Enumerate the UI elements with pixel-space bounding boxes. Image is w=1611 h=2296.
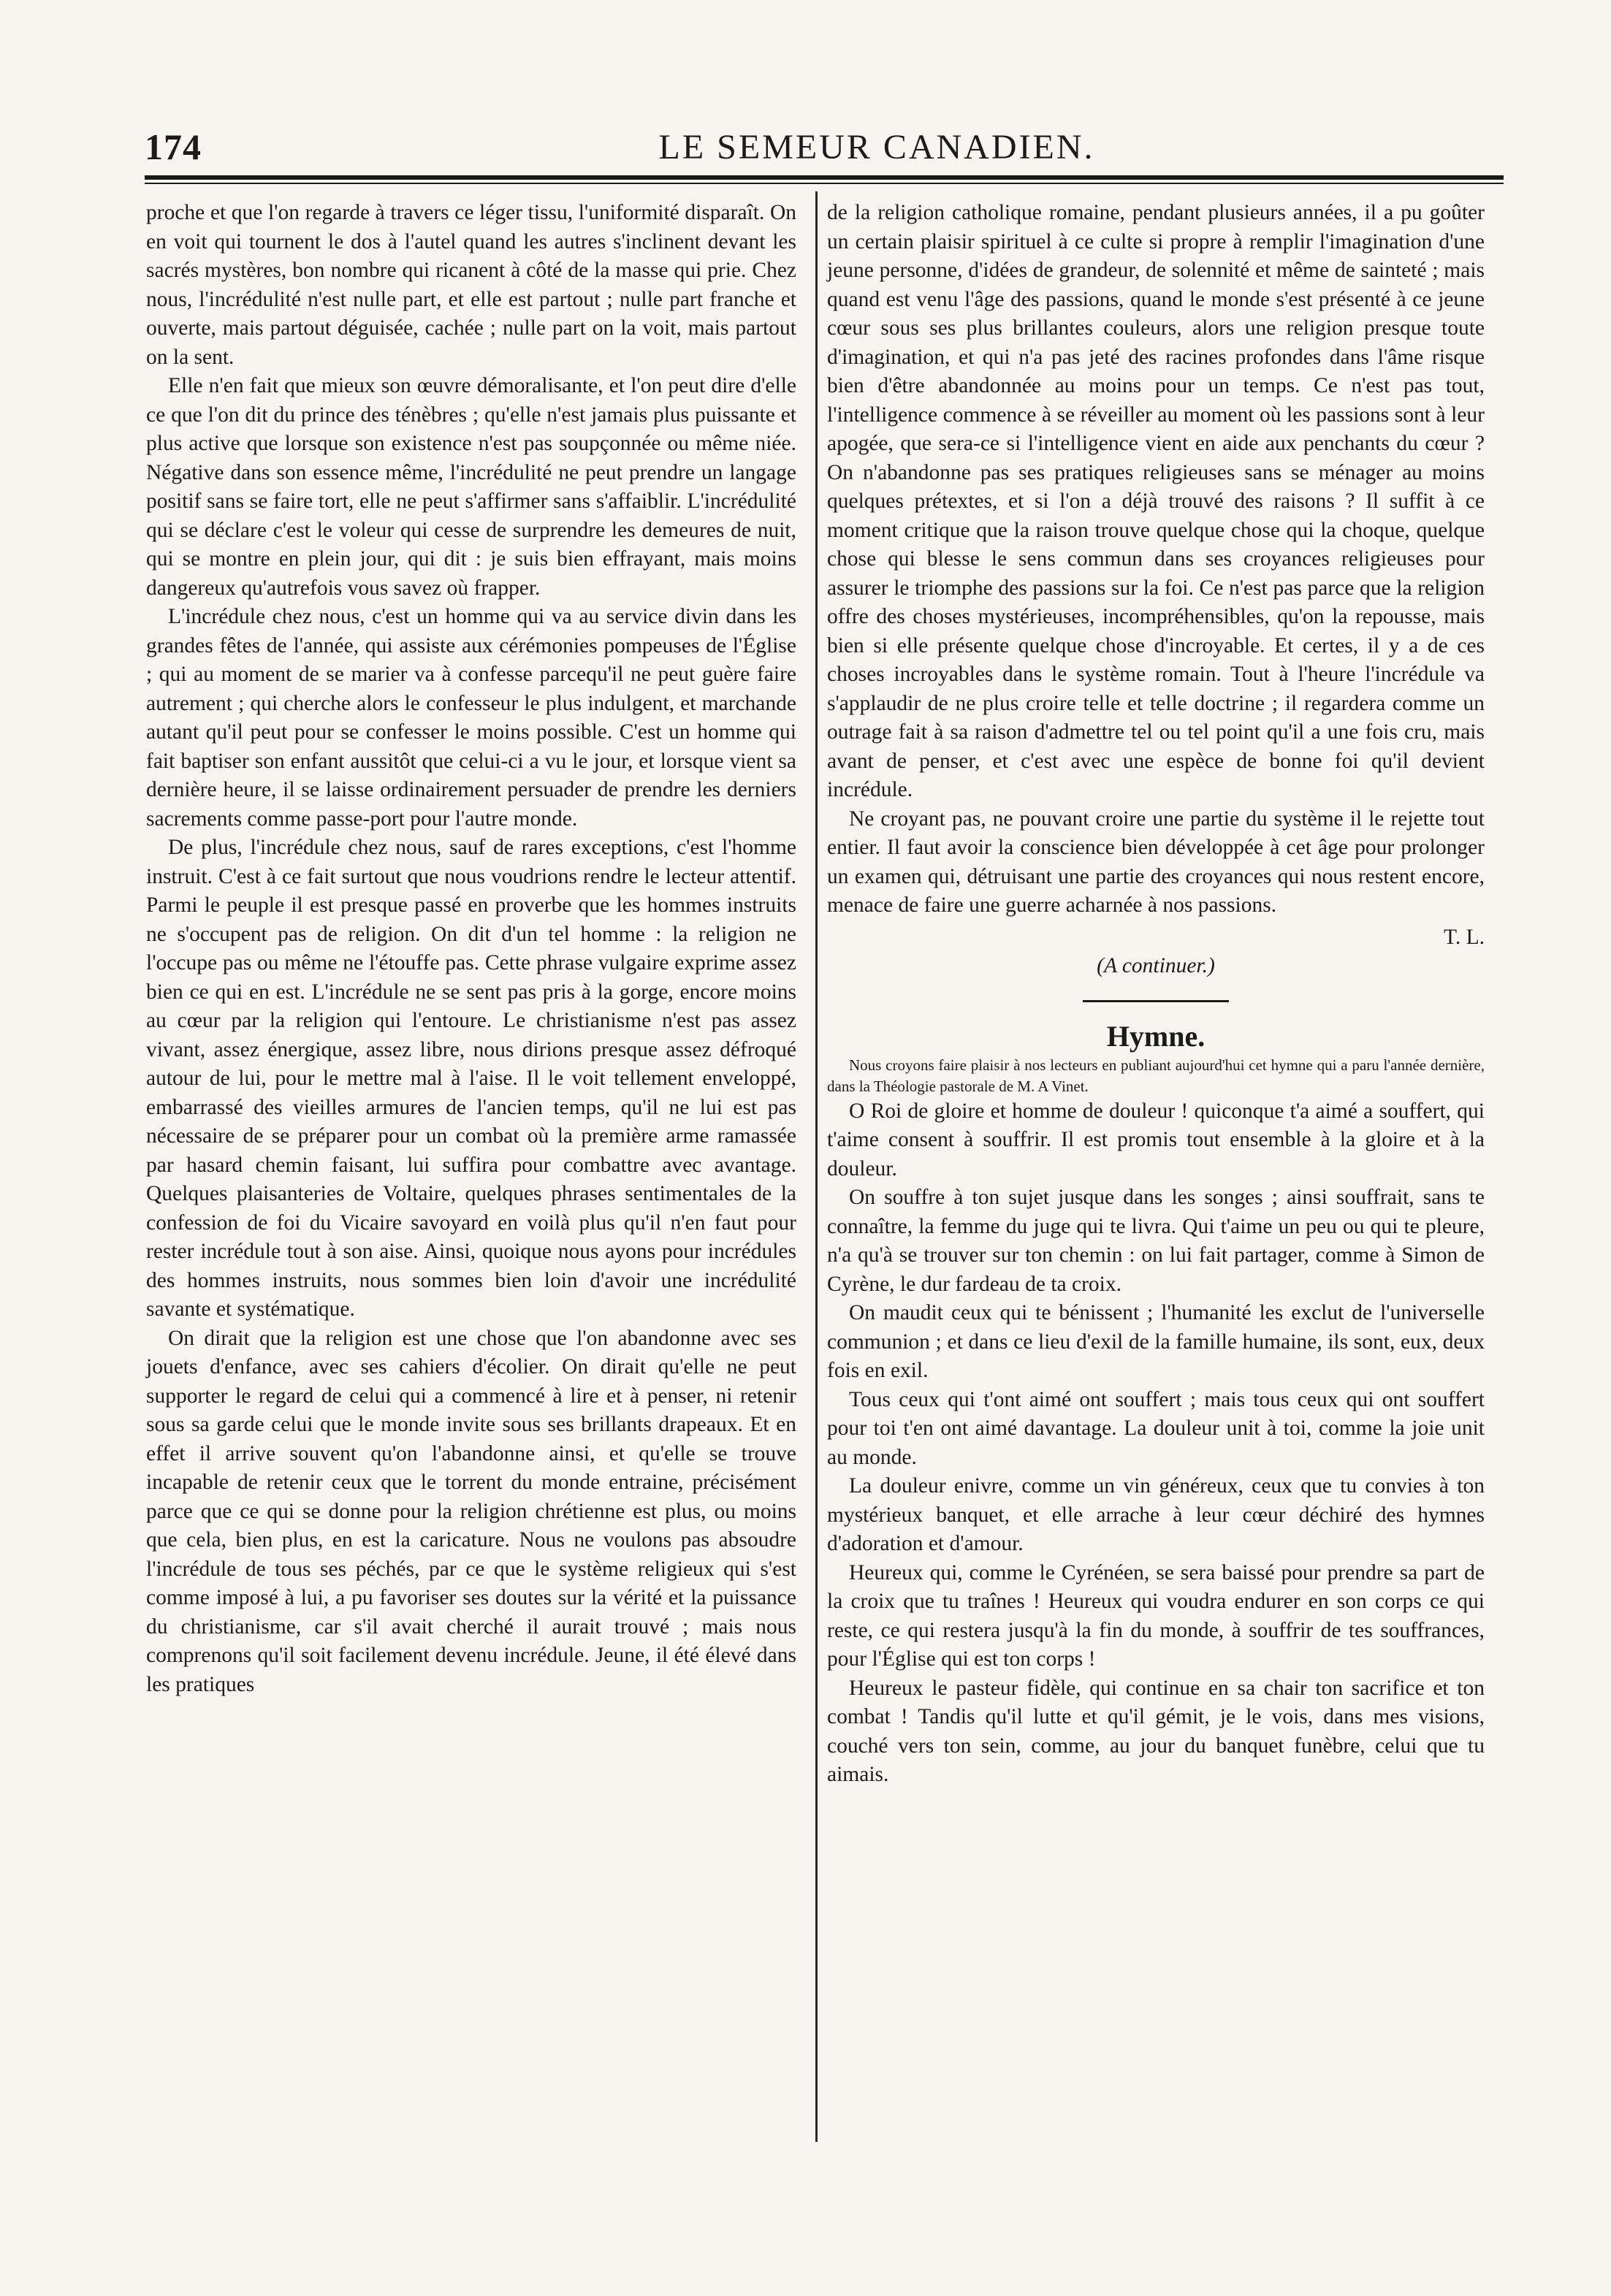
column-divider [815,191,818,2142]
hymn-paragraph: Heureux qui, comme le Cyrénéen, se sera baissé pour prendre sa part de la croix que tu traînes ! Heureux qui voudra endurer en son corps ce qui reste, ce qui restera jusqu'à la fin du monde, à souffrir de tes souffrances, pour l'Église qui est ton corps ! [827,1560,1485,1671]
hymn-paragraph: O Roi de gloire et homme de douleur ! quiconque t'a aimé a souffert, qui t'aime consent à souffrir. Il est promis tout ensemble à la gloire et à la douleur. [827,1099,1485,1181]
left-column [146,199,796,1699]
hymn-intro-note: Nous croyons faire plaisir à nos lecteurs en publiant aujourd'hui cet hymne qui a paru l'année dernière, dans la Théologie pastorale de M. A Vinet. [827,1056,1485,1095]
article-paragraph: De plus, l'incrédule chez nous, sauf de rares exceptions, c'est l'homme instruit. C'est à ce fait surtout que nous voudrions rendre le lecteur attentif. Parmi le peuple il est presque passé en proverbe que les hommes instruits ne s'occupent pas de religion. On dit d'un tel homme : la religion ne l'occupe pas ou même ne l'étouffe pas. Cette phrase vulgaire exprime assez bien ce qui en est. L'incrédule ne se sent pas pris à la gorge, encore moins au cœur par la religion qui l'entoure. Le christianisme n'est pas assez vivant, assez énergique, assez libre, nous dirions presque assez défroqué autour de lui, pour le mettre mal à l'aise. Il le voit tellement enveloppé, embarrassé des vieilles armures de l'ancien temps, qu'il ne lui est pas nécessaire de se préparer pour un combat où la première arme ramassée par hasard chemin faisant, lui suffira pour combattre avec avantage. Quelques plaisanteries de Voltaire, quelques phrases sentimentales de la confession de foi du Vicaire savoyard en voilà plus qu'il n'en faut pour rester incrédule tout à son aise. Ainsi, quoique nous ayons pour incrédules des hommes instruits, nous sommes bien loin d'avoir une incrédulité savante et systématique. [146,836,796,1321]
to-be-continued-note: (A continuer.) [1097,954,1215,977]
header-rule-thick [145,175,1504,180]
header-rule-thin [145,183,1504,184]
section-separator [1083,1000,1229,1002]
hymn-paragraph: Heureux le pasteur fidèle, qui continue en sa chair ton sacrifice et ton combat ! Tandis qu'il lutte et qu'il gémit, je le vois, dans mes visions, couché vers ton sein, comme, au jour du banquet funèbre, celui que tu aimais. [827,1676,1485,1786]
hymn-paragraph: Tous ceux qui t'ont aimé ont souffert ; mais tous ceux qui ont souffert pour toi t'en ont aimé davantage. La douleur unit à toi, comme la joie unit au monde. [827,1387,1485,1469]
article-signature: T. L. [1444,925,1485,949]
article-paragraph-text: Ne croyant pas, ne pouvant croire une partie du système il le rejette tout entier. Il faut avoir la conscience bien développée à cet âge pour prolonger un examen qui, détruisant une partie des croyances qui nous restent encore, menace de faire une guerre acharnée à nos passions. [827,806,1485,917]
article-paragraph: L'incrédule chez nous, c'est un homme qui va au service divin dans les grandes fêtes de l'année, qui assiste aux cérémonies pompeuses de l'Église ; qui au moment de se marier va à confesse parcequ'il ne peut guère faire autrement ; qui cherche alors le confesseur le plus indulgent, et marchande autant qu'il peut pour se confesser le moins possible. C'est un homme qui fait baptiser son enfant aussitôt que celui-ci a vu le jour, et lorsque vient sa dernière heure, il se laisse ordinairement persuader de prendre les derniers sacrements comme passe-port pour l'autre monde. [146,605,796,831]
article-paragraph: Elle n'en fait que mieux son œuvre démoralisante, et l'on peut dire d'elle ce que l'on dit du prince des ténèbres ; qu'elle n'est jamais plus puissante et plus active que lorsque son existence n'est pas soupçonnée ou même niée. Négative dans son essence même, l'incrédulité ne peut prendre un langage positif sans se faire tort, elle ne peut s'affirmer sans s'affaiblir. L'incrédulité qui se déclare c'est le voleur qui cesse de surprendre les demeures de nuit, qui se montre en plein jour, qui dit : je suis bien effrayant, mais moins dangereux qu'autrefois vous savez où frapper. [146,374,796,600]
article-paragraph: de la religion catholique romaine, pendant plusieurs années, il a pu goûter un certain plaisir spirituel à ce culte si propre à remplir l'imagination d'une jeune personne, d'idées de grandeur, de solennité et même de sainteté ; mais quand est venu l'âge des passions, quand le monde s'est présenté à ce jeune cœur sous ses plus brillantes couleurs, alors une religion presque toute d'imagination, et qui n'a pas jeté des racines profondes dans l'âme risque bien d'être abandonnée au moins pour un temps. Ce n'est pas tout, l'intelligence commence à se réveiller au moment où les passions sont à leur apogée, que sera-ce si l'intelligence vient en aide aux penchants du cœur ? On n'abandonne pas ses pratiques religieuses sans se ménager au moins quelques prétextes, et si l'on a déjà trouvé des raisons ? Il suffit à ce moment critique que la raison trouve quelque chose qui la choque, quelque chose qui blesse le sens commun dans ses croyances religieuses pour assurer le triomphe des passions sur la foi. Ce n'est pas parce que la religion offre des choses mystérieuses, incompréhensibles, qu'on la repousse, mais bien si elle présente quelque chose d'incroyable. Et certes, il y a de ces choses incroyables dans le système romain. Tout à l'heure l'incrédule va s'applaudir de ne plus croire telle et telle doctrine ; il regardera comme un outrage fait à sa raison d'admettre tel ou tel point qu'il a une fois cru, mais avant de penser, et c'est avec une espèce de bonne foi qu'il devient incrédule. [827,201,1485,801]
hymn-paragraph: On maudit ceux qui te bénissent ; l'humanité les exclut de l'universelle communion ; et dans ce lieu d'exil de la famille humaine, ils sont, eux, deux fois en exil. [827,1301,1485,1382]
right-column [827,199,1485,1790]
masthead-title: LE SEMEUR CANADIEN. [658,128,1095,167]
article-paragraph: On dirait que la religion est une chose que l'on abandonne avec ses jouets d'enfance, avec ses cahiers d'écolier. On dirait qu'elle ne peut supporter le regard de celui qui a commencé à lire et à penser, ni retenir sous sa garde celui que le monde invite sous ses brillants drapeaux. Et en effet il arrive souvent qu'on l'abandonne ainsi, et qu'elle se trouve incapable de retenir ceux que le torrent du monde entraine, précisément parce que ce qui se donne pour la religion chrétienne est plus, ou moins que cela, bien plus, en est la caricature. Nous ne voulons pas absoudre l'incrédule de tous ses péchés, par ce que le système religieux qui s'est comme imposé à lui, a pu favoriser ses doutes sur la vérité et la puissance du christianisme, car s'il avait cherché il aurait trouvé ; mais nous comprenons qu'il soit facilement devenu incrédule. Jeune, il été élevé dans les pratiques [146,1326,796,1696]
hymn-paragraph: La douleur enivre, comme un vin généreux, ceux que tu convies à ton mystérieux banquet, et elle arrache à leur cœur déchiré des hymnes d'adoration et d'amour. [827,1474,1485,1555]
hymn-title: Hymne. [1106,1019,1206,1053]
article-paragraph: proche et que l'on regarde à travers ce léger tissu, l'uniformité disparaît. On en voit qui tournent le dos à l'autel quand les autres s'inclinent devant les sacrés mystères, bon nombre qui ricanent à côté de la masse qui prie. Chez nous, l'incrédulité n'est nulle part, et elle est partout ; nulle part franche et ouverte, mais partout déguisée, cachée ; nulle part on la voit, mais partout on la sent. [146,201,796,369]
article-paragraph [827,805,1485,953]
hymn-paragraph: On souffre à ton sujet jusque dans les songes ; ainsi souffrait, sans te connaître, la femme du juge qui te livra. Qui t'aime un peu ou qui te pleure, n'a qu'à se trouver sur ton chemin : on lui fait partager, comme à Simon de Cyrène, le dur fardeau de ta croix. [827,1186,1485,1296]
page-number: 174 [145,126,202,167]
